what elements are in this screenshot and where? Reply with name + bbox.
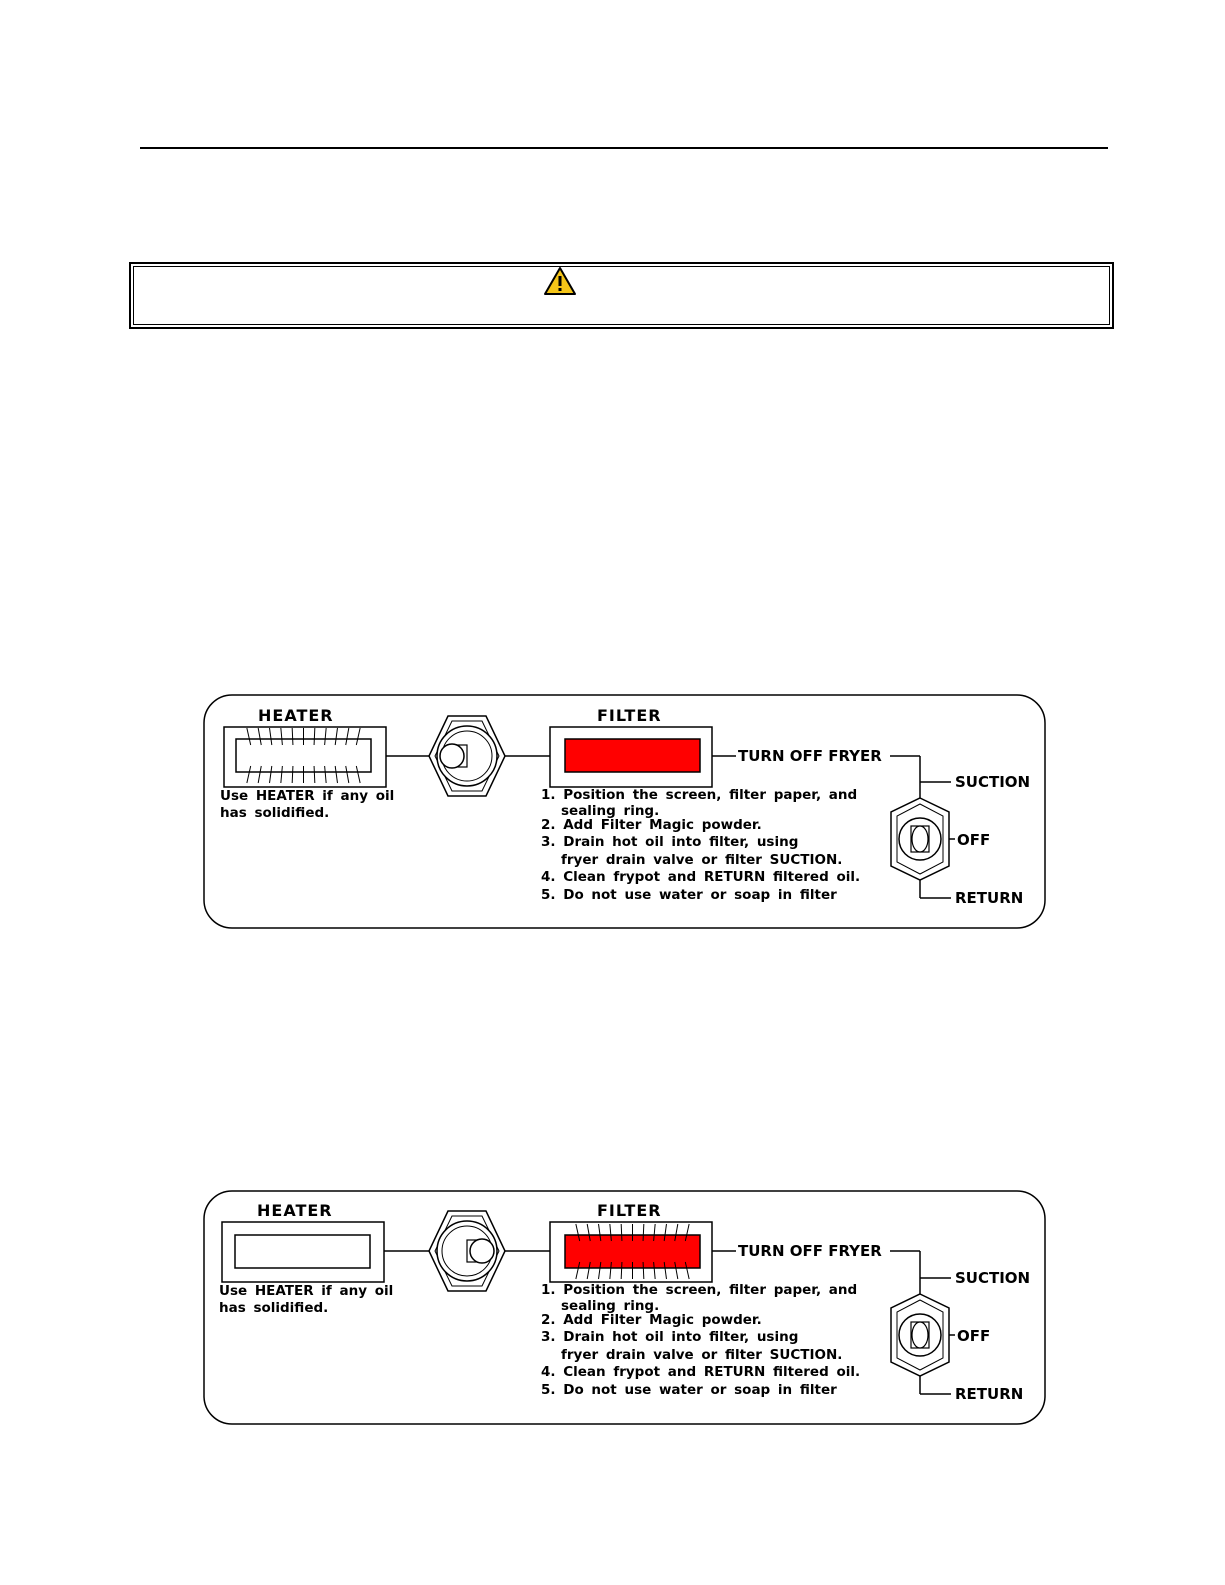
step-1-cont: sealing ring. xyxy=(561,1297,660,1314)
toggle-lever-knob[interactable] xyxy=(470,1239,494,1263)
step-3-cont: fryer drain valve or filter SUCTION. xyxy=(561,851,843,868)
warning-box xyxy=(129,262,1114,329)
step-4: 4. Clean frypot and RETURN filtered oil. xyxy=(541,1364,861,1380)
heater-note-line: has solidified. xyxy=(220,804,330,821)
return-label: RETURN xyxy=(955,1385,1024,1403)
step-1-cont: sealing ring. xyxy=(561,802,660,819)
heater-note-line: has solidified. xyxy=(219,1299,329,1316)
step-2: 2. Add Filter Magic powder. xyxy=(541,1311,762,1328)
step-1: 1. Position the screen, filter paper, and xyxy=(541,787,858,803)
heater-note xyxy=(219,1283,393,1316)
suction-return-valve[interactable] xyxy=(891,1294,949,1376)
warning-triangle-icon xyxy=(543,266,577,296)
step-2: 2. Add Filter Magic powder. xyxy=(541,816,762,833)
suction-label: SUCTION xyxy=(955,773,1031,791)
off-label: OFF xyxy=(957,831,991,849)
heater-title: HEATER xyxy=(258,706,334,725)
control-panel-heater-on xyxy=(203,694,1046,930)
step-5: 5. Do not use water or soap in filter xyxy=(541,886,837,903)
filter-title: FILTER xyxy=(597,706,662,725)
step-3: 3. Drain hot oil into filter, using xyxy=(541,1329,799,1345)
step-1: 1. Position the screen, filter paper, and xyxy=(541,1282,858,1298)
turn-off-fryer-label: TURN OFF FRYER xyxy=(738,747,882,765)
header-rule xyxy=(140,147,1108,149)
filter-title: FILTER xyxy=(597,1201,662,1220)
step-3-cont: fryer drain valve or filter SUCTION. xyxy=(561,1346,843,1363)
heater-title: HEATER xyxy=(257,1201,333,1220)
heater-lamp xyxy=(222,1222,384,1282)
filter-lamp xyxy=(550,1222,712,1282)
heater-lamp xyxy=(224,727,386,787)
return-label: RETURN xyxy=(955,889,1024,907)
off-label: OFF xyxy=(957,1327,991,1345)
control-panel-filter-on xyxy=(203,1190,1046,1426)
toggle-lever-knob[interactable] xyxy=(440,744,464,768)
heater-note xyxy=(220,788,394,821)
suction-return-valve[interactable] xyxy=(891,798,949,880)
heater-note-line: Use HEATER if any oil xyxy=(219,1283,394,1299)
filter-lamp xyxy=(550,727,712,787)
step-4: 4. Clean frypot and RETURN filtered oil. xyxy=(541,869,861,885)
heater-note-line: Use HEATER if any oil xyxy=(220,788,395,804)
filter-steps xyxy=(541,1282,860,1399)
step-5: 5. Do not use water or soap in filter xyxy=(541,1381,837,1398)
filter-steps xyxy=(541,787,860,904)
step-3: 3. Drain hot oil into filter, using xyxy=(541,834,799,850)
turn-off-fryer-label: TURN OFF FRYER xyxy=(738,1242,882,1260)
suction-label: SUCTION xyxy=(955,1269,1031,1287)
